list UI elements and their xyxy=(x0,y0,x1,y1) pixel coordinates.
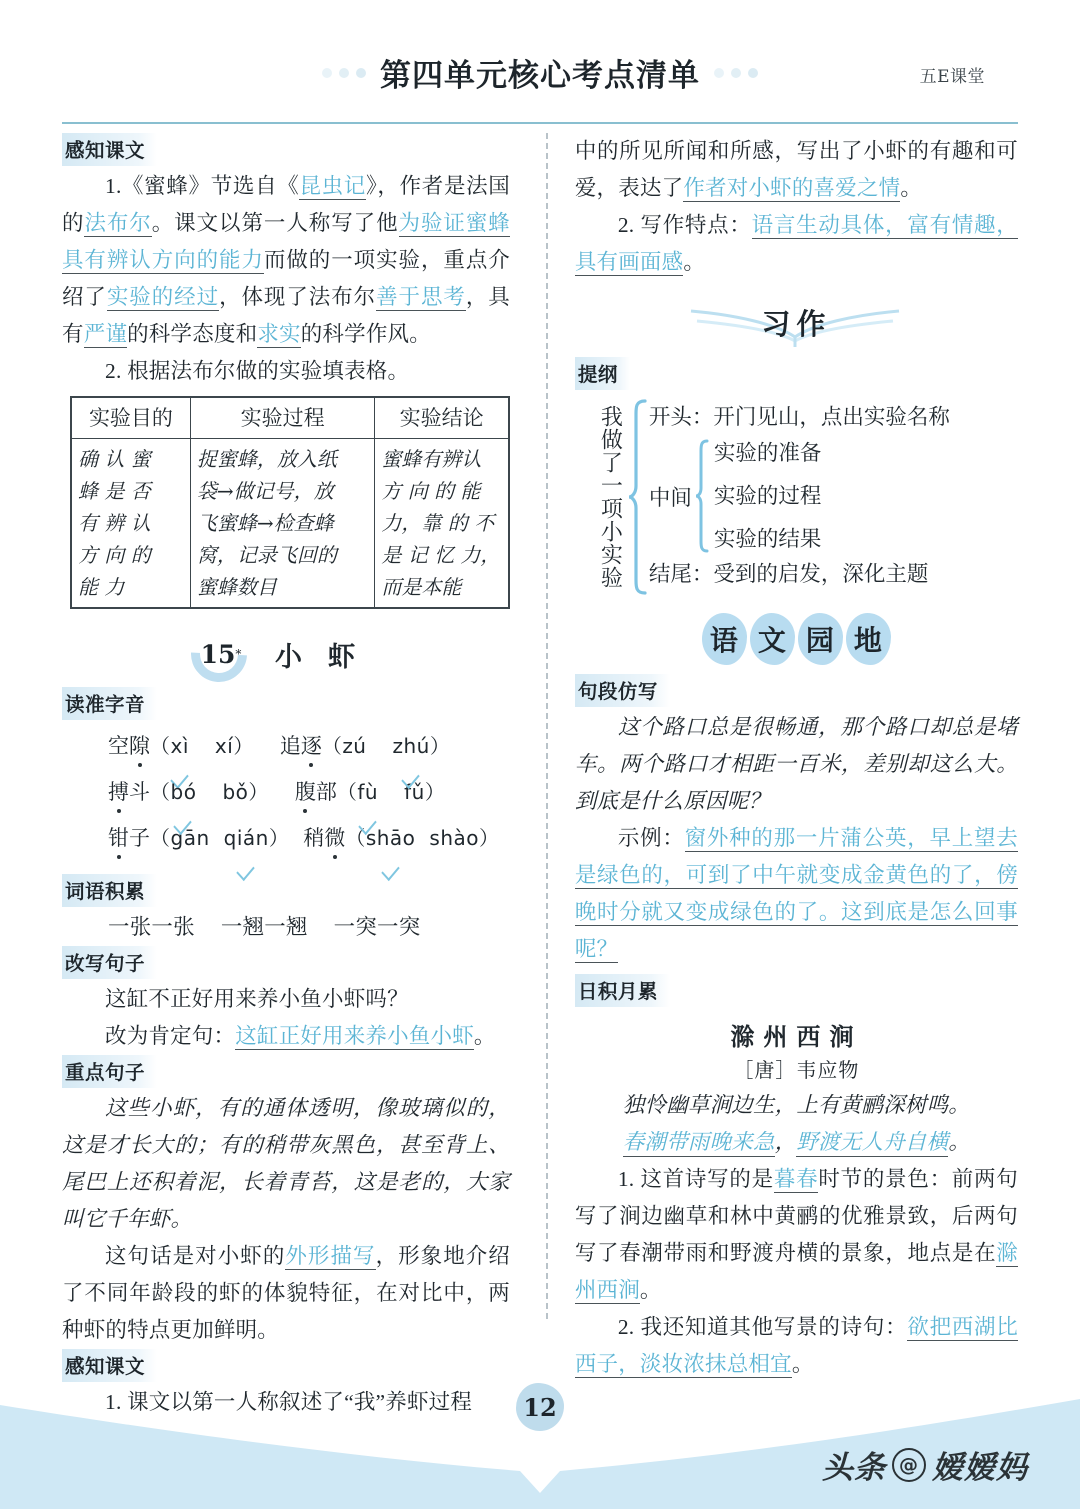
header-dots-left xyxy=(322,68,366,78)
rewrite-question: 这缸不正好用来养小鱼小虾吗？ xyxy=(105,987,409,1011)
pron-word-fubu: 腹部 xyxy=(294,780,337,804)
paragraph-lesson15-summary-start: 1. 课文以第一人称叙述了“我”养虾过程 xyxy=(105,1390,473,1414)
pron-option-correct: xì xyxy=(171,724,189,768)
header-center xyxy=(0,50,1080,95)
highlight-experiment-purpose: 为验证蜜蜂具有辨认方向的能力 xyxy=(62,211,510,272)
pron-option-correct: qián xyxy=(224,816,269,860)
pron-word-bodou: 搏斗 xyxy=(108,780,150,804)
pron-option-correct: shāo xyxy=(366,816,416,860)
imitation-example: 示例：窗外种的那一片蒲公英，早上望去是绿色的，可到了中午就变成金黄色的了，傍晚时分就又变成绿色的了。这到底是怎么回事呢？ xyxy=(574,826,1018,961)
pron-option-correct: fù xyxy=(357,770,378,814)
experiment-table xyxy=(70,396,510,609)
composition-title-block xyxy=(575,291,1018,353)
poem-title: 滁州西涧 xyxy=(730,1022,863,1051)
watermark-author: 嫒嫒妈 xyxy=(932,1450,1028,1486)
paragraph-lesson14-summary: 1.《蜜蜂》节选自《昆虫记》，作者是法国的法布尔。课文以第一人称写了他为验证蜜蜂具有辨认方向的能力而做的一项实验，重点介绍了实验的经过，体现了法布尔善于思考，具有严谨的科学态度和求实的科学作风。 xyxy=(62,174,510,346)
highlight-example-answer: 窗外种的那一片蒲公英，早上望去是绿色的，可到了中午就变成金黄色的了，傍晚时分就又变成绿色的了。这到底是怎么回事呢？ xyxy=(574,826,1018,961)
paragraph-lesson15-summary-cont: 中的所见所闻和所感，写出了小虾的有趣和可爱，表达了作者对小虾的喜爱之情。 xyxy=(574,139,1018,200)
chinese-garden-char: 文 xyxy=(751,615,794,663)
pron-word-qianzi: 钳子 xyxy=(108,826,150,850)
page-title: 第四单元核心考点清单 xyxy=(380,58,700,94)
highlight-insect-record: 昆虫记 xyxy=(299,174,366,198)
highlight-good-at-thinking: 善于思考 xyxy=(376,285,466,309)
watermark xyxy=(822,1442,1028,1487)
table-header-conclusion: 实验结论 xyxy=(375,397,509,439)
page-number: 12 xyxy=(523,1392,557,1422)
key-sentence-text: 这些小虾，有的通体透明，像玻璃似的，这是才长大的；有的稍带灰黑色，甚至背上、尾巴上还积着泥，长着青苔，这是老的，大家叫它千年虾。 xyxy=(62,1096,510,1232)
outline-brace-outer xyxy=(627,398,649,596)
highlight-rigorous: 严谨 xyxy=(83,322,128,346)
chinese-garden-char: 语 xyxy=(703,615,746,663)
imitation-text: 这个路口总是很畅通，那个路口却总是堵车。两个路口才相距一百米，差别却这么大。到底是什么原因呢？ xyxy=(574,715,1018,814)
section-label-accumulate: 日积月累 xyxy=(575,974,670,1007)
poem-author: ［唐］韦应物 xyxy=(733,1060,860,1082)
left-column xyxy=(62,133,524,1414)
column-divider xyxy=(524,133,569,1359)
pronunciation-row-1: 空隙（xì xí） 追逐（zú zhú） xyxy=(62,724,510,768)
table-cell-process: 捉蜜蜂，放入纸 袋→做记号，放 飞蜜蜂→检查蜂 窝，记录飞回的 蜜蜂数目 xyxy=(190,439,374,609)
section-label-perceive-text-2: 感知课文 xyxy=(62,1349,157,1382)
right-column xyxy=(569,133,1018,1376)
highlight-poem-line2b: 野渡无人舟自横 xyxy=(796,1130,949,1155)
poem-question-2: 2. 我还知道其他写景的诗句：欲把西湖比西子，淡妆浓抹总相宜。 xyxy=(574,1315,1018,1376)
pron-word-kongxi: 空隙 xyxy=(108,734,150,758)
highlight-chuzhou-xijian: 滁州西涧 xyxy=(574,1241,1018,1302)
table-header-process: 实验过程 xyxy=(190,397,374,439)
vocabulary-items: 一张一张 一翘一翘 一突一突 xyxy=(108,915,421,939)
table-row xyxy=(71,439,509,609)
pron-option-correct: bó xyxy=(171,770,197,814)
section-label-imitation: 句段仿写 xyxy=(575,674,670,707)
outline-topic: 我做了一项小实验 xyxy=(597,405,623,589)
table-cell-conclusion: 蜜蜂有辨认 方 向 的 能 力，靠 的 不 是 记 忆 力， 而是本能 xyxy=(375,439,509,609)
outline-middle-label: 中间 xyxy=(648,485,692,510)
outline-brace-inner xyxy=(694,438,710,554)
chinese-garden-char: 地 xyxy=(847,615,890,663)
poem-line-2: 春潮带雨晚来急，野渡无人舟自横。 xyxy=(622,1130,971,1155)
highlight-truth-seeking: 求实 xyxy=(257,322,301,346)
watermark-source: 头条 xyxy=(822,1450,886,1486)
header-rule xyxy=(62,122,1018,124)
section-label-outline: 提纲 xyxy=(575,357,630,390)
highlight-writing-features: 语言生动具体，富有情趣，具有画面感 xyxy=(574,213,1018,274)
section-label-pronunciation: 读准字音 xyxy=(62,687,157,720)
pronunciation-row-3: 钳子（gān qián） 稍微（shāo shào） xyxy=(62,816,510,860)
highlight-experiment-process: 实验的经过 xyxy=(106,285,220,309)
lesson-number: 15 * xyxy=(200,639,242,669)
pron-option-correct: zhú xyxy=(393,724,430,768)
outline-diagram xyxy=(593,398,1018,596)
poem-question-1: 1. 这首诗写的是暮春时节的景色：前两句写了涧边幽草和林中黄鹂的优雅景致，后两句写了春潮带雨和野渡舟横的景象，地点是在滁州西涧。 xyxy=(574,1167,1018,1302)
composition-title: 习作 xyxy=(761,306,832,341)
outline-row-middle xyxy=(649,438,1018,554)
outline-middle-items: 实验的准备 实验的过程 实验的结果 xyxy=(713,441,822,551)
highlight-rewrite-answer: 这缸正好用来养小鱼小虾 xyxy=(235,1024,474,1048)
pron-word-zhuizhu: 追逐 xyxy=(279,734,322,758)
pronunciation-row-2: 搏斗（bó bǒ） 腹部（fù fǔ） xyxy=(62,770,510,814)
page-header xyxy=(0,50,1080,106)
page-number-badge xyxy=(516,1383,564,1431)
section-label-key-sentence: 重点句子 xyxy=(62,1055,157,1088)
table-header-row xyxy=(71,397,509,439)
outline-row-begin: 开头 ：开门见山，点出实验名称 xyxy=(648,405,950,429)
section-label-rewrite: 改写句子 xyxy=(62,946,157,979)
table-cell-purpose: 确 认 蜜 蜂 是 否 有 辨 认 方 向 的 能 力 xyxy=(71,439,190,609)
rewrite-answer: 改为肯定句：这缸正好用来养小鱼小虾。 xyxy=(105,1024,496,1048)
table-header-purpose: 实验目的 xyxy=(71,397,190,439)
paragraph-writing-features: 2. 写作特点：语言生动具体，富有情趣，具有画面感。 xyxy=(574,213,1018,274)
lesson-heading xyxy=(62,625,510,683)
outline-row-end: 结尾 ：受到的启发，深化主题 xyxy=(648,562,929,586)
key-sentence-analysis: 这句话是对小虾的外形描写，形象地介绍了不同年龄段的虾的体貌特征，在对比中，两种虾的特点更加鲜明。 xyxy=(62,1244,510,1342)
pron-word-shaowei: 稍微 xyxy=(303,826,346,850)
lesson-title: 小虾 xyxy=(275,641,381,673)
highlight-late-spring: 暮春 xyxy=(773,1167,819,1191)
poem-line-1: 独怜幽草涧边生，上有黄鹂深树鸣。 xyxy=(622,1093,970,1118)
highlight-west-lake-verse: 欲把西湖比西子，淡妆浓抹总相宜 xyxy=(574,1315,1018,1376)
highlight-appearance-description: 外形描写 xyxy=(285,1244,376,1268)
highlight-fabre: 法布尔 xyxy=(84,211,152,235)
highlight-affection-for-shrimp: 作者对小虾的喜爱之情 xyxy=(683,176,901,200)
chinese-garden-title xyxy=(575,610,1018,668)
at-icon: @ xyxy=(892,1448,926,1482)
lesson-number-badge xyxy=(191,626,247,682)
chinese-garden-char: 园 xyxy=(799,615,842,663)
brand-label: 五E课堂 xyxy=(919,67,985,87)
header-dots-right xyxy=(714,68,758,78)
section-label-vocabulary: 词语积累 xyxy=(62,874,157,907)
paragraph-table-intro: 2. 根据法布尔做的实验填表格。 xyxy=(105,359,410,383)
highlight-poem-line2a: 春潮带雨晚来急 xyxy=(622,1130,775,1155)
outline-content xyxy=(649,398,1018,596)
section-label-perceive-text-1: 感知课文 xyxy=(62,133,157,166)
